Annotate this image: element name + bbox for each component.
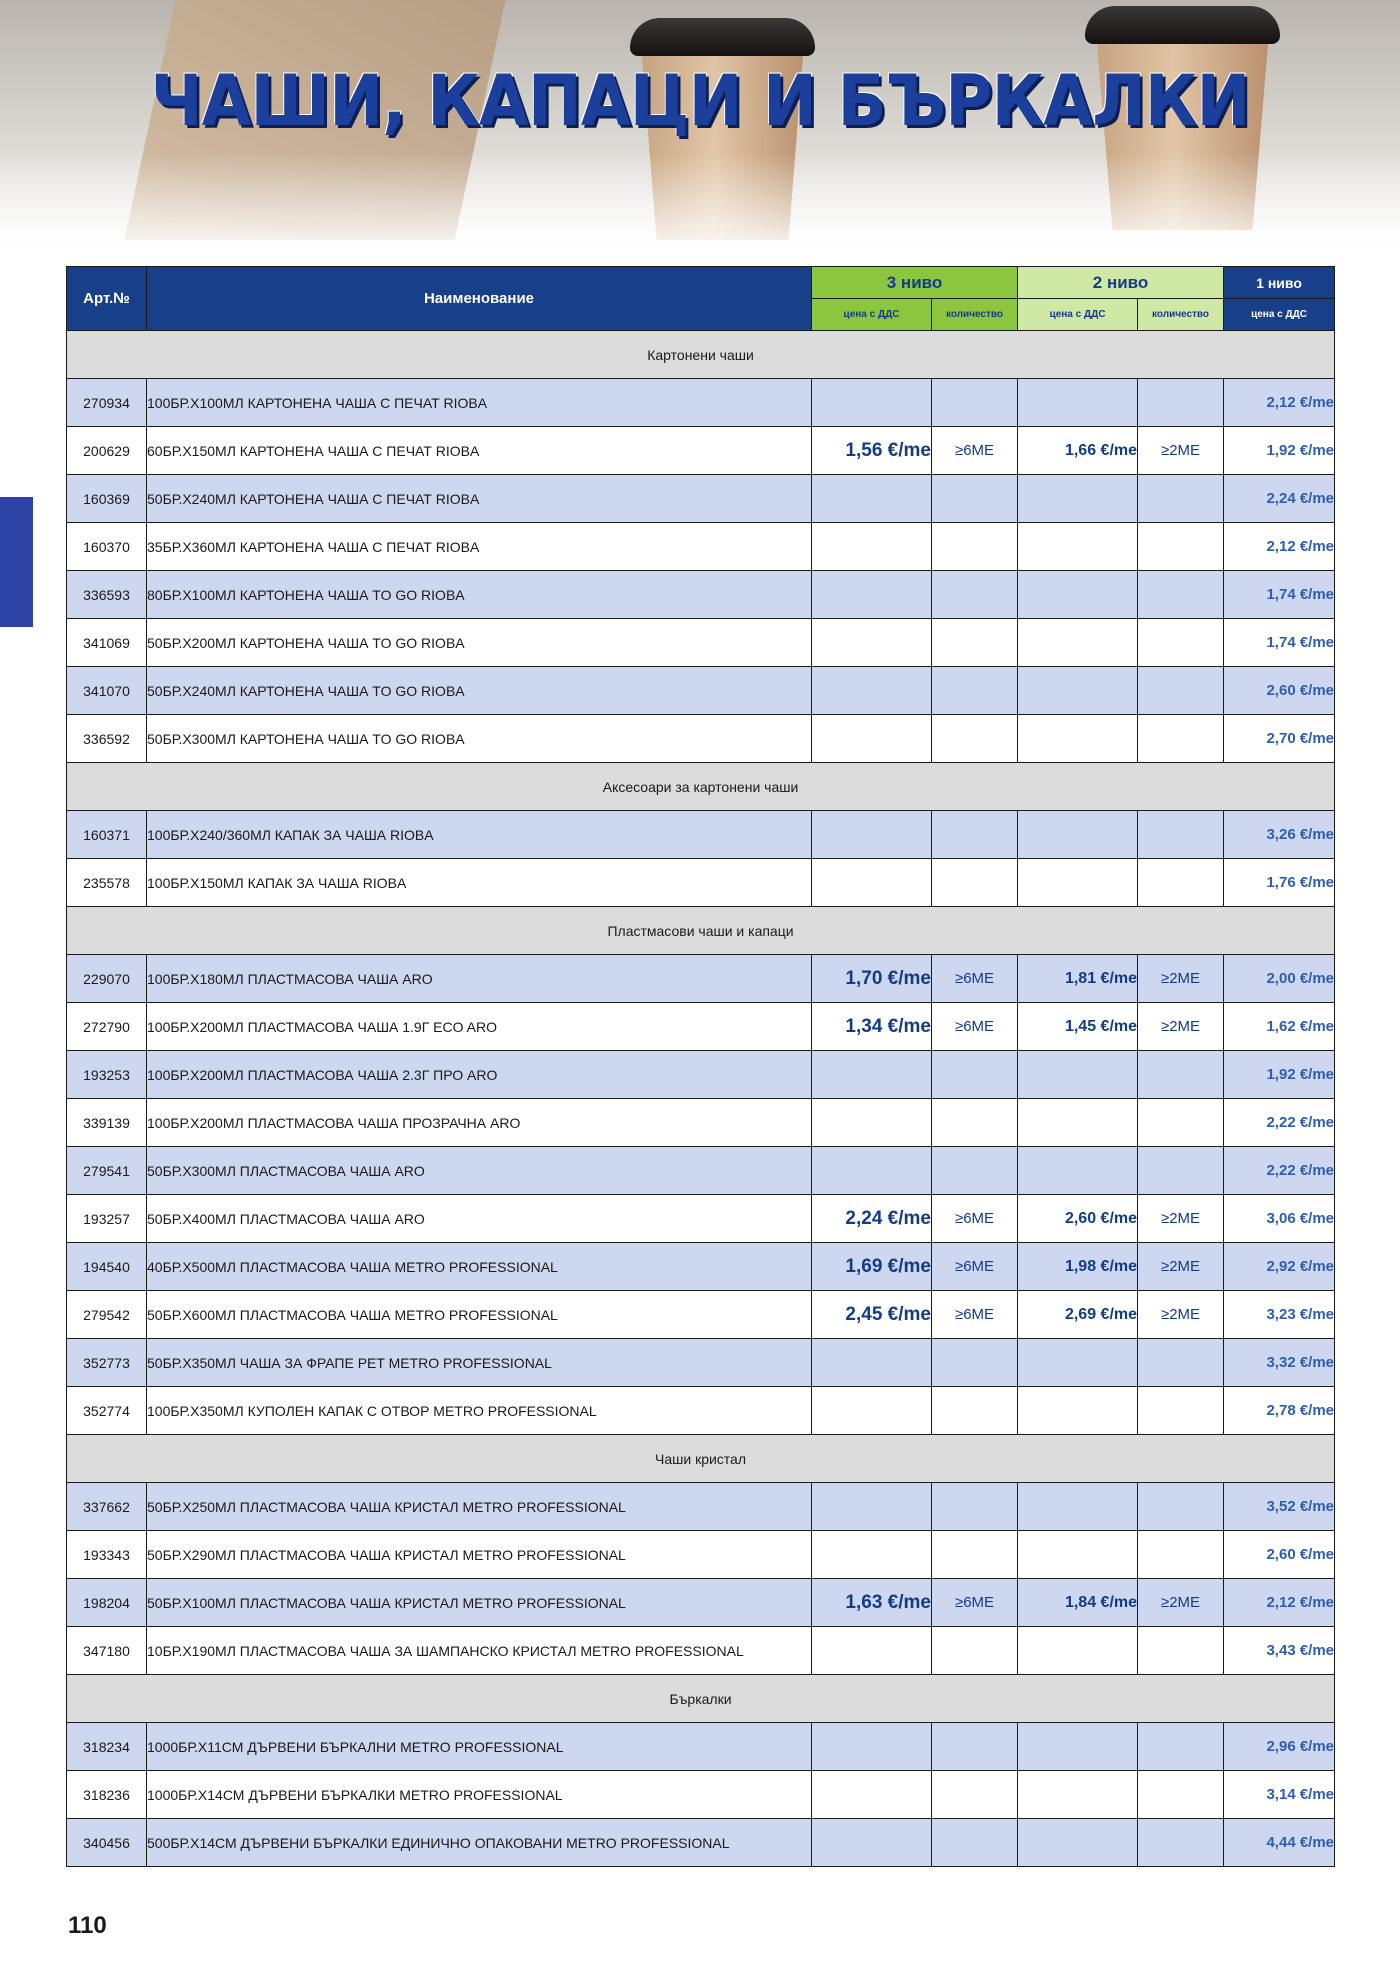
cup-lid-image — [630, 18, 815, 56]
level2-price: 1,98 €/me — [1018, 1243, 1138, 1291]
level3-quantity — [932, 379, 1018, 427]
level2-quantity: ≥2ME — [1138, 427, 1224, 475]
level1-price: 2,24 €/me — [1224, 475, 1335, 523]
level2-price — [1018, 1627, 1138, 1675]
level2-price — [1018, 523, 1138, 571]
level3-price — [812, 811, 932, 859]
level2-price — [1018, 1531, 1138, 1579]
level2-quantity — [1138, 475, 1224, 523]
level1-price: 1,92 €/me — [1224, 1051, 1335, 1099]
level3-quantity: ≥6ME — [932, 1291, 1018, 1339]
level1-price: 1,74 €/me — [1224, 571, 1335, 619]
level2-price — [1018, 1147, 1138, 1195]
article-code: 160371 — [67, 811, 147, 859]
level3-price — [812, 1483, 932, 1531]
product-name: 50БР.X200МЛ КАРТОНЕНА ЧАША TO GO RIOBA — [147, 619, 812, 667]
product-name: 50БР.X400МЛ ПЛАСТМАСОВА ЧАША ARO — [147, 1195, 812, 1243]
level3-quantity — [932, 1723, 1018, 1771]
level2-price — [1018, 1387, 1138, 1435]
table-row — [67, 715, 1335, 763]
level3-quantity — [932, 1147, 1018, 1195]
level1-price: 2,22 €/me — [1224, 1147, 1335, 1195]
article-code: 352773 — [67, 1339, 147, 1387]
table-row — [67, 811, 1335, 859]
level2-price: 1,45 €/me — [1018, 1003, 1138, 1051]
level2-quantity — [1138, 1147, 1224, 1195]
article-code: 340456 — [67, 1819, 147, 1867]
level3-price — [812, 1339, 932, 1387]
level3-quantity — [932, 571, 1018, 619]
level2-quantity: ≥2ME — [1138, 955, 1224, 1003]
level1-price: 3,14 €/me — [1224, 1771, 1335, 1819]
cup-lid-image — [1085, 6, 1280, 44]
level3-price — [812, 1147, 932, 1195]
level3-price — [812, 1627, 932, 1675]
level2-quantity: ≥2ME — [1138, 1243, 1224, 1291]
header-level2: 2 ниво — [1018, 267, 1224, 299]
level2-price — [1018, 475, 1138, 523]
level3-price — [812, 475, 932, 523]
section-side-tab — [0, 497, 33, 627]
level3-quantity — [932, 667, 1018, 715]
level2-quantity — [1138, 1627, 1224, 1675]
product-name: 100БР.X100МЛ КАРТОНЕНА ЧАША С ПЕЧАТ RIOBA — [147, 379, 812, 427]
product-name: 60БР.X150МЛ КАРТОНЕНА ЧАША С ПЕЧАТ RIOBA — [147, 427, 812, 475]
level3-quantity — [932, 1771, 1018, 1819]
product-name: 100БР.X180МЛ ПЛАСТМАСОВА ЧАША ARO — [147, 955, 812, 1003]
level2-price — [1018, 571, 1138, 619]
table-row — [67, 1051, 1335, 1099]
header-name: Наименование — [147, 267, 812, 331]
level2-price — [1018, 715, 1138, 763]
level2-price — [1018, 1723, 1138, 1771]
article-code: 235578 — [67, 859, 147, 907]
product-name: 100БР.X200МЛ ПЛАСТМАСОВА ЧАША ПРОЗРАЧНА ARO — [147, 1099, 812, 1147]
level3-quantity — [932, 1339, 1018, 1387]
table-row — [67, 859, 1335, 907]
table-row — [67, 1147, 1335, 1195]
level3-quantity — [932, 1051, 1018, 1099]
level2-quantity: ≥2ME — [1138, 1003, 1224, 1051]
product-name: 10БР.X190МЛ ПЛАСТМАСОВА ЧАША ЗА ШАМПАНСКО КРИСТАЛ METRO PROFESSIONAL — [147, 1627, 812, 1675]
product-name: 100БР.X200МЛ ПЛАСТМАСОВА ЧАША 1.9Г ECO ARO — [147, 1003, 812, 1051]
level3-price — [812, 523, 932, 571]
table-row — [67, 571, 1335, 619]
level2-quantity — [1138, 379, 1224, 427]
header-level2-quantity: количество — [1138, 299, 1224, 331]
hero-fade — [0, 152, 1400, 262]
product-name: 40БР.X500МЛ ПЛАСТМАСОВА ЧАША METRO PROFESSIONAL — [147, 1243, 812, 1291]
level2-quantity — [1138, 859, 1224, 907]
level2-quantity — [1138, 1483, 1224, 1531]
level3-price — [812, 619, 932, 667]
category-row — [67, 331, 1335, 379]
article-code: 279542 — [67, 1291, 147, 1339]
level2-quantity — [1138, 811, 1224, 859]
level1-price: 3,26 €/me — [1224, 811, 1335, 859]
table-row — [67, 1291, 1335, 1339]
category-label: Пластмасови чаши и капаци — [67, 907, 1335, 955]
level3-quantity — [932, 523, 1018, 571]
level3-quantity — [932, 475, 1018, 523]
table-row — [67, 1771, 1335, 1819]
table-row — [67, 475, 1335, 523]
level3-price — [812, 1099, 932, 1147]
level3-price — [812, 1819, 932, 1867]
level2-quantity — [1138, 523, 1224, 571]
category-label: Бъркалки — [67, 1675, 1335, 1723]
level1-price: 2,96 €/me — [1224, 1723, 1335, 1771]
product-name: 50БР.X300МЛ ПЛАСТМАСОВА ЧАША ARO — [147, 1147, 812, 1195]
product-name: 35БР.X360МЛ КАРТОНЕНА ЧАША С ПЕЧАТ RIOBA — [147, 523, 812, 571]
category-label: Чаши кристал — [67, 1435, 1335, 1483]
price-table — [66, 266, 1335, 1867]
level3-price — [812, 859, 932, 907]
table-row — [67, 1099, 1335, 1147]
level2-quantity: ≥2ME — [1138, 1195, 1224, 1243]
level2-quantity — [1138, 1531, 1224, 1579]
table-row — [67, 1339, 1335, 1387]
level3-quantity: ≥6ME — [932, 955, 1018, 1003]
header-level3: 3 ниво — [812, 267, 1018, 299]
product-name: 80БР.X100МЛ КАРТОНЕНА ЧАША TO GO RIOBA — [147, 571, 812, 619]
article-code: 160369 — [67, 475, 147, 523]
header-level1: 1 ниво — [1224, 267, 1335, 299]
level1-price: 2,92 €/me — [1224, 1243, 1335, 1291]
product-name: 50БР.X240МЛ КАРТОНЕНА ЧАША С ПЕЧАТ RIOBA — [147, 475, 812, 523]
article-code: 341070 — [67, 667, 147, 715]
level1-price: 2,70 €/me — [1224, 715, 1335, 763]
level2-price — [1018, 379, 1138, 427]
product-name: 1000БР.X11СМ ДЪРВЕНИ БЪРКАЛНИ METRO PROFESSIONAL — [147, 1723, 812, 1771]
level2-quantity: ≥2ME — [1138, 1579, 1224, 1627]
level3-price — [812, 1723, 932, 1771]
article-code: 229070 — [67, 955, 147, 1003]
product-name: 50БР.X350МЛ ЧАША ЗА ФРАПЕ PET METRO PROFESSIONAL — [147, 1339, 812, 1387]
level1-price: 1,74 €/me — [1224, 619, 1335, 667]
article-code: 339139 — [67, 1099, 147, 1147]
header-article: Арт.№ — [67, 267, 147, 331]
level2-quantity — [1138, 1723, 1224, 1771]
article-code: 198204 — [67, 1579, 147, 1627]
level2-quantity — [1138, 619, 1224, 667]
level3-quantity — [932, 1099, 1018, 1147]
category-row — [67, 763, 1335, 811]
level2-price — [1018, 1771, 1138, 1819]
level2-quantity — [1138, 1771, 1224, 1819]
level1-price: 4,44 €/me — [1224, 1819, 1335, 1867]
article-code: 194540 — [67, 1243, 147, 1291]
level1-price: 1,62 €/me — [1224, 1003, 1335, 1051]
table-row — [67, 1483, 1335, 1531]
table-row — [67, 619, 1335, 667]
table-row — [67, 1195, 1335, 1243]
table-row — [67, 1243, 1335, 1291]
product-name: 100БР.X150МЛ КАПАК ЗА ЧАША RIOBA — [147, 859, 812, 907]
table-row — [67, 523, 1335, 571]
level3-quantity — [932, 1819, 1018, 1867]
header-level1-price: цена с ДДС — [1224, 299, 1335, 331]
table-body — [67, 331, 1335, 1867]
level1-price: 3,23 €/me — [1224, 1291, 1335, 1339]
table-row — [67, 1723, 1335, 1771]
level3-price: 1,70 €/me — [812, 955, 932, 1003]
product-name: 50БР.X250МЛ ПЛАСТМАСОВА ЧАША КРИСТАЛ METRO PROFESSIONAL — [147, 1483, 812, 1531]
article-code: 337662 — [67, 1483, 147, 1531]
level3-quantity: ≥6ME — [932, 1243, 1018, 1291]
product-name: 100БР.X350МЛ КУПОЛЕН КАПАК С ОТВОР METRO PROFESSIONAL — [147, 1387, 812, 1435]
product-name: 1000БР.X14СМ ДЪРВЕНИ БЪРКАЛКИ METRO PROFESSIONAL — [147, 1771, 812, 1819]
level3-price: 2,45 €/me — [812, 1291, 932, 1339]
product-name: 50БР.X300МЛ КАРТОНЕНА ЧАША TO GO RIOBA — [147, 715, 812, 763]
level3-price: 1,34 €/me — [812, 1003, 932, 1051]
level2-price — [1018, 859, 1138, 907]
level1-price: 2,12 €/me — [1224, 1579, 1335, 1627]
table-row — [67, 667, 1335, 715]
table-row — [67, 1531, 1335, 1579]
category-row — [67, 907, 1335, 955]
level3-price — [812, 1771, 932, 1819]
article-code: 193343 — [67, 1531, 147, 1579]
level3-price — [812, 1531, 932, 1579]
level1-price: 2,60 €/me — [1224, 667, 1335, 715]
header-level3-quantity: количество — [932, 299, 1018, 331]
product-name: 50БР.X290МЛ ПЛАСТМАСОВА ЧАША КРИСТАЛ METRO PROFESSIONAL — [147, 1531, 812, 1579]
level3-quantity — [932, 715, 1018, 763]
page-title: ЧАШИ, КАПАЦИ И БЪРКАЛКИ — [150, 60, 1250, 142]
level3-price — [812, 667, 932, 715]
level2-price: 2,69 €/me — [1018, 1291, 1138, 1339]
article-code: 200629 — [67, 427, 147, 475]
level2-price: 1,84 €/me — [1018, 1579, 1138, 1627]
level2-price — [1018, 811, 1138, 859]
level3-quantity: ≥6ME — [932, 1003, 1018, 1051]
product-name: 50БР.X100МЛ ПЛАСТМАСОВА ЧАША КРИСТАЛ METRO PROFESSIONAL — [147, 1579, 812, 1627]
category-label: Картонени чаши — [67, 331, 1335, 379]
table-header — [67, 267, 1335, 331]
level1-price: 3,32 €/me — [1224, 1339, 1335, 1387]
level3-quantity — [932, 619, 1018, 667]
level3-price: 1,69 €/me — [812, 1243, 932, 1291]
level2-price — [1018, 1051, 1138, 1099]
level2-quantity — [1138, 715, 1224, 763]
table-row — [67, 379, 1335, 427]
level3-quantity — [932, 811, 1018, 859]
table-row — [67, 427, 1335, 475]
level2-price — [1018, 667, 1138, 715]
article-code: 193253 — [67, 1051, 147, 1099]
level2-price — [1018, 1339, 1138, 1387]
header-level3-price: цена с ДДС — [812, 299, 932, 331]
level2-quantity — [1138, 1051, 1224, 1099]
level3-price — [812, 571, 932, 619]
level2-quantity — [1138, 1099, 1224, 1147]
level1-price: 3,43 €/me — [1224, 1627, 1335, 1675]
level3-price — [812, 1051, 932, 1099]
product-name: 50БР.X600МЛ ПЛАСТМАСОВА ЧАША METRO PROFESSIONAL — [147, 1291, 812, 1339]
level3-price: 2,24 €/me — [812, 1195, 932, 1243]
level2-price — [1018, 1819, 1138, 1867]
level3-price — [812, 379, 932, 427]
level3-quantity: ≥6ME — [932, 1195, 1018, 1243]
level3-price — [812, 1387, 932, 1435]
table-row — [67, 1819, 1335, 1867]
level2-quantity: ≥2ME — [1138, 1291, 1224, 1339]
level3-price: 1,63 €/me — [812, 1579, 932, 1627]
level2-price: 1,81 €/me — [1018, 955, 1138, 1003]
level1-price: 2,78 €/me — [1224, 1387, 1335, 1435]
level2-quantity — [1138, 1819, 1224, 1867]
level1-price: 3,52 €/me — [1224, 1483, 1335, 1531]
table-row — [67, 1579, 1335, 1627]
level1-price: 2,00 €/me — [1224, 955, 1335, 1003]
article-code: 336593 — [67, 571, 147, 619]
level1-price: 2,12 €/me — [1224, 523, 1335, 571]
level2-price — [1018, 1099, 1138, 1147]
level3-quantity: ≥6ME — [932, 1579, 1018, 1627]
level1-price: 1,92 €/me — [1224, 427, 1335, 475]
page-number: 110 — [68, 1912, 107, 1939]
article-code: 318236 — [67, 1771, 147, 1819]
table-row — [67, 955, 1335, 1003]
article-code: 193257 — [67, 1195, 147, 1243]
level3-quantity — [932, 859, 1018, 907]
product-name: 500БР.X14СМ ДЪРВЕНИ БЪРКАЛКИ ЕДИНИЧНО ОПАКОВАНИ METRO PROFESSIONAL — [147, 1819, 812, 1867]
table-row — [67, 1627, 1335, 1675]
article-code: 347180 — [67, 1627, 147, 1675]
level3-quantity — [932, 1531, 1018, 1579]
category-label: Аксесоари за картонени чаши — [67, 763, 1335, 811]
level2-price — [1018, 1483, 1138, 1531]
level1-price: 2,22 €/me — [1224, 1099, 1335, 1147]
level1-price: 2,60 €/me — [1224, 1531, 1335, 1579]
table-row — [67, 1003, 1335, 1051]
level3-quantity — [932, 1627, 1018, 1675]
article-code: 279541 — [67, 1147, 147, 1195]
level1-price: 3,06 €/me — [1224, 1195, 1335, 1243]
category-row — [67, 1675, 1335, 1723]
article-code: 270934 — [67, 379, 147, 427]
article-code: 160370 — [67, 523, 147, 571]
level3-quantity: ≥6ME — [932, 427, 1018, 475]
level3-quantity — [932, 1483, 1018, 1531]
level3-price — [812, 715, 932, 763]
level2-quantity — [1138, 1339, 1224, 1387]
level2-quantity — [1138, 571, 1224, 619]
product-name: 100БР.X240/360МЛ КАПАК ЗА ЧАША RIOBA — [147, 811, 812, 859]
article-code: 352774 — [67, 1387, 147, 1435]
article-code: 336592 — [67, 715, 147, 763]
level2-price: 2,60 €/me — [1018, 1195, 1138, 1243]
table-row — [67, 1387, 1335, 1435]
level1-price: 1,76 €/me — [1224, 859, 1335, 907]
header-level2-price: цена с ДДС — [1018, 299, 1138, 331]
article-code: 318234 — [67, 1723, 147, 1771]
level2-quantity — [1138, 1387, 1224, 1435]
article-code: 272790 — [67, 1003, 147, 1051]
level1-price: 2,12 €/me — [1224, 379, 1335, 427]
level3-price: 1,56 €/me — [812, 427, 932, 475]
product-name: 100БР.X200МЛ ПЛАСТМАСОВА ЧАША 2.3Г ПРО ARO — [147, 1051, 812, 1099]
level2-quantity — [1138, 667, 1224, 715]
category-row — [67, 1435, 1335, 1483]
level2-price — [1018, 619, 1138, 667]
product-name: 50БР.X240МЛ КАРТОНЕНА ЧАША TO GO RIOBA — [147, 667, 812, 715]
article-code: 341069 — [67, 619, 147, 667]
level3-quantity — [932, 1387, 1018, 1435]
level2-price: 1,66 €/me — [1018, 427, 1138, 475]
